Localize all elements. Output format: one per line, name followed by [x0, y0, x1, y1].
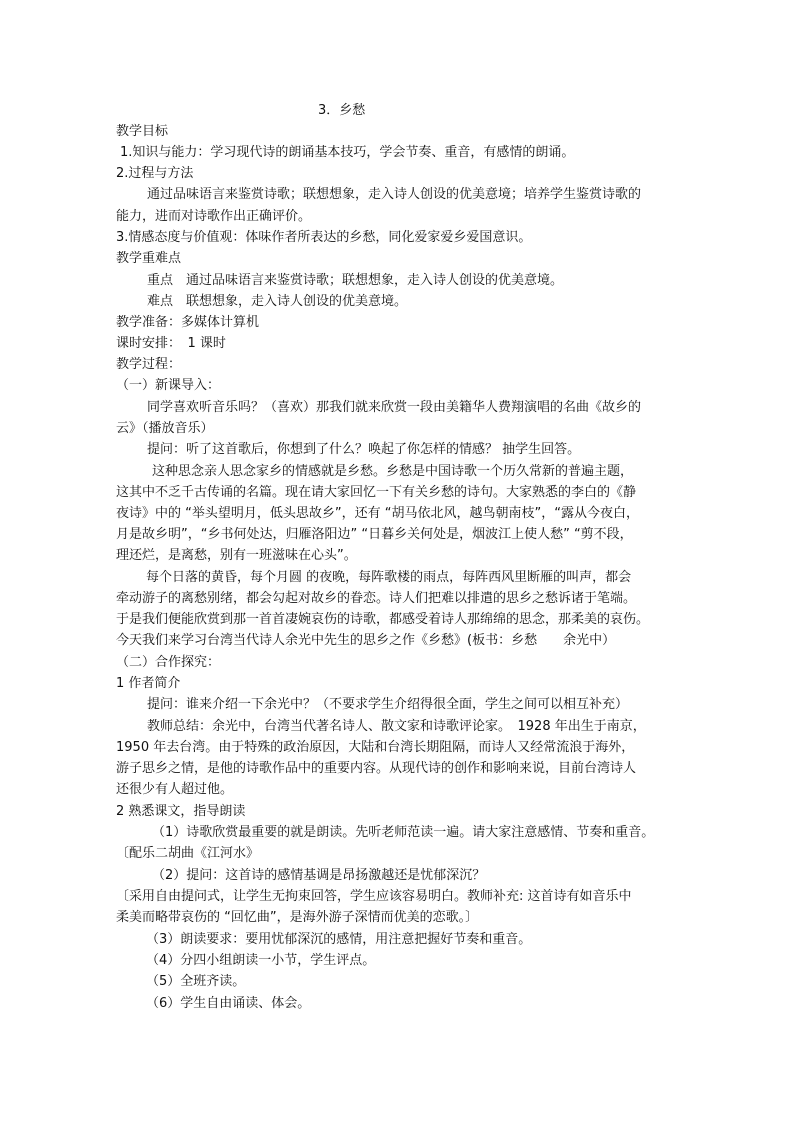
paragraph: 3.情感态度与价值观：体味作者所表达的乡愁，同化爱家爱乡爱国意识。: [116, 230, 532, 245]
paragraph: （1）诗歌欣赏最重要的就是朗读。先听老师范读一遍。请大家注意感情、节奏和重音。: [152, 825, 655, 840]
subsection-heading: 2 熟悉课文，指导朗读: [116, 804, 246, 819]
paragraph: （2）提问：这首诗的感情基调是昂扬激越还是忧郁深沉？: [152, 868, 486, 883]
paragraph: 每个日落的黄昏，每个月圆 的夜晚，每阵歌楼的雨点，每阵西风里断雁的叫声，都会: [146, 570, 632, 585]
paragraph: 课时安排： 1 课时: [116, 336, 226, 351]
paragraph: 柔美而略带哀伤的 “回忆曲”，是海外游子深情而优美的恋歌。〕: [116, 910, 479, 925]
paragraph: 游子思乡之情，是他的诗歌作品中的重要内容。从现代诗的创作和影响来说，目前台湾诗人: [116, 761, 637, 776]
paragraph: 提问：谁来介绍一下余光中？（不要求学生介绍得很全面，学生之间可以相互补充）: [147, 697, 629, 712]
list-item: （4）分四小组朗读一小节，学生评点。: [146, 953, 376, 968]
paragraph: 〔配乐二胡曲《江河水》: [116, 846, 260, 861]
paragraph: 夜诗》中的 “举头望明月，低头思故乡”，还有 “胡马依北风，越鸟朝南枝”，“露从今夜白，: [116, 506, 639, 521]
list-item: （5）全班齐读。: [146, 974, 246, 989]
paragraph: 1.知识与能力：学习现代诗的朗诵基本技巧，学会节奏、重音，有感情的朗诵。: [120, 145, 575, 160]
paragraph: 难点 联想想象，走入诗人创设的优美意境。: [147, 294, 408, 309]
paragraph: 通过品味语言来鉴赏诗歌；联想想象，走入诗人创设的优美意境；培养学生鉴赏诗歌的: [147, 187, 642, 202]
heading-teaching-process: 教学过程：: [116, 357, 182, 372]
list-item: （3）朗读要求：要用忧郁深沉的感情，用注意把握好节奏和重音。: [146, 932, 532, 947]
paragraph: 重点 通过品味语言来鉴赏诗歌；联想想象，走入诗人创设的优美意境。: [147, 273, 564, 288]
paragraph: 这种思念亲人思念家乡的情感就是乡愁。乡愁是中国诗歌一个历久常新的普遍主题，: [152, 464, 634, 479]
paragraph: 还很少有人超过他。: [116, 782, 234, 797]
paragraph: 这其中不乏千古传诵的名篇。现在请大家回忆一下有关乡愁的诗句。大家熟悉的李白的《静: [116, 485, 637, 500]
heading-key-points: 教学重难点: [116, 251, 182, 266]
paragraph: 于是我们便能欣赏到那一首首凄婉哀伤的诗歌，都感受着诗人那绵绵的思念，那柔美的哀伤。: [116, 612, 650, 627]
paragraph: 理还烂，是离愁，别有一班滋味在心头”。: [116, 548, 357, 563]
paragraph: 云》（播放音乐）: [116, 421, 214, 436]
paragraph: 同学喜欢听音乐吗？（喜欢）那我们就来欣赏一段由美籍华人费翔演唱的名曲《故乡的: [147, 400, 642, 415]
paragraph: 月是故乡明”，“乡书何处达，归雁洛阳边” “日暮乡关何处是，烟波江上使人愁” “剪不段，: [116, 527, 633, 542]
list-item: （6）学生自由诵读、体会。: [146, 996, 311, 1011]
document-title: 3．乡愁: [318, 103, 366, 118]
paragraph: 今天我们来学习台湾当代诗人余光中先生的思乡之作《乡愁》(板书：乡愁 余光中）: [116, 633, 616, 648]
subsection-heading: 1 作者简介: [116, 676, 181, 691]
section-heading: （一）新课导入：: [116, 378, 221, 393]
heading-teaching-goals: 教学目标: [116, 124, 169, 139]
paragraph: 提问：听了这首歌后，你想到了什么？唤起了你怎样的情感？ 抽学生回答。: [147, 442, 581, 457]
paragraph: 1950 年去台湾。由于特殊的政治原因，大陆和台湾长期阻隔，而诗人又经常流浪于海外，: [116, 740, 635, 755]
paragraph: 2.过程与方法: [116, 166, 194, 181]
section-heading: （二）合作探究：: [116, 655, 221, 670]
paragraph: 〔采用自由提问式，让学生无拘束回答，学生应该容易明白。教师补充: 这首诗有如音乐中: [116, 889, 632, 904]
paragraph: 能力，进而对诗歌作出正确评价。: [116, 209, 312, 224]
paragraph: 牵动游子的离愁别绪，都会勾起对故乡的眷恋。诗人们把难以排遣的思乡之愁诉诸于笔端。: [116, 591, 637, 606]
paragraph: 教师总结：余光中，台湾当代著名诗人、散文家和诗歌评论家。 1928 年出生于南京，: [147, 719, 646, 734]
paragraph: 教学准备：多媒体计算机: [116, 315, 260, 330]
